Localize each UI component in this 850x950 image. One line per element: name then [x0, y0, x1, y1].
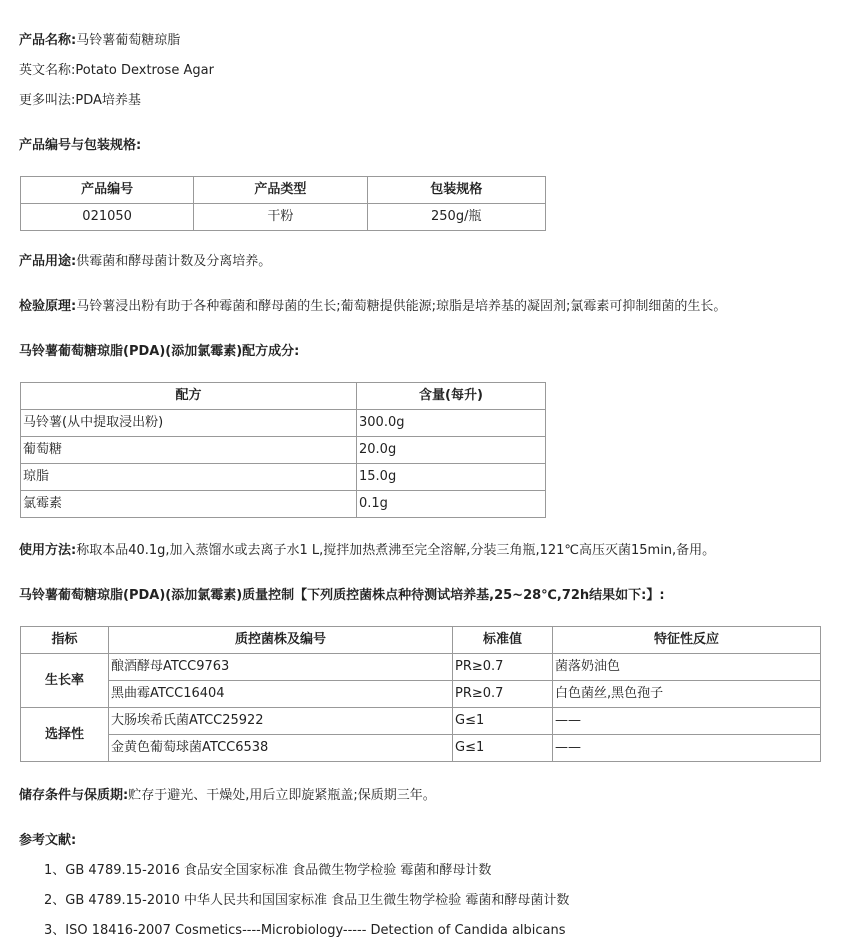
table-cell: PR≥0.7 [453, 681, 553, 708]
usage-label: 产品用途: [19, 254, 77, 269]
reference-item: 1、GB 4789.15-2016 食品安全国家标准 食品微生物学检验 霉菌和酵母计数 [44, 863, 492, 878]
usage-value: 供霉菌和酵母菌计数及分离培养。 [76, 254, 272, 269]
table-row [21, 654, 821, 681]
qc-table [20, 626, 821, 762]
table-cell: 琼脂 [21, 464, 357, 491]
table-header-cell: 质控菌株及编号 [109, 627, 453, 654]
formula-table [20, 382, 546, 518]
alias-value: PDA培养基 [75, 93, 141, 108]
table-header-cell: 特征性反应 [553, 627, 821, 654]
table-cell: 300.0g [357, 410, 546, 437]
reference-item: 2、GB 4789.15-2010 中华人民共和国国家标准 食品卫生微生物学检验 霉菌和酵母菌计数 [44, 893, 570, 908]
storage-line [19, 786, 436, 806]
method-value: 称取本品40.1g,加入蒸馏水或去离子水1 L,搅拌加热煮沸至完全溶解,分装三角瓶,121℃高压灭菌15min,备用。 [76, 543, 716, 558]
principle-value: 马铃薯浸出粉有助于各种霉菌和酵母菌的生长;葡萄糖提供能源;琼脂是培养基的凝固剂;氯霉素可抑制细菌的生长。 [76, 299, 727, 314]
table-cell: 白色菌丝,黑色孢子 [553, 681, 821, 708]
table-cell: 酿酒酵母ATCC9763 [109, 654, 453, 681]
references-heading: 参考文献: [19, 833, 77, 848]
english-name-label: 英文名称: [19, 63, 76, 78]
table-cell: 20.0g [357, 437, 546, 464]
table-header-cell: 配方 [21, 383, 357, 410]
table-cell: 15.0g [357, 464, 546, 491]
spec-table [20, 176, 546, 231]
principle-line [19, 297, 726, 317]
table-cell: G≤1 [453, 735, 553, 762]
table-cell: 氯霉素 [21, 491, 357, 518]
table-row [21, 437, 546, 464]
product-name-value: 马铃薯葡萄糖琼脂 [76, 33, 181, 48]
table-header-row [21, 627, 821, 654]
indicator-cell: 选择性 [21, 708, 109, 762]
table-row [21, 681, 821, 708]
table-header-cell: 指标 [21, 627, 109, 654]
table-cell: 250g/瓶 [367, 204, 546, 231]
table-cell: G≤1 [453, 708, 553, 735]
method-label: 使用方法: [19, 543, 77, 558]
table-row [21, 708, 821, 735]
table-header-cell: 产品类型 [194, 177, 367, 204]
storage-value: 贮存于避光、干燥处,用后立即旋紧瓶盖;保质期三年。 [128, 788, 436, 803]
table-cell: 马铃薯(从中提取浸出粉) [21, 410, 357, 437]
table-cell: —— [553, 735, 821, 762]
table-header-cell: 标准值 [453, 627, 553, 654]
table-header-cell: 产品编号 [21, 177, 194, 204]
table-cell: 菌落奶油色 [553, 654, 821, 681]
spec-heading: 产品编号与包装规格: [19, 138, 142, 153]
table-cell: 021050 [21, 204, 194, 231]
table-cell: 金黄色葡萄球菌ATCC6538 [109, 735, 453, 762]
product-name-line [19, 31, 180, 51]
usage-line [19, 252, 271, 272]
table-header-cell: 包装规格 [367, 177, 546, 204]
alias-line [19, 91, 141, 111]
table-row [21, 491, 546, 518]
table-row [21, 464, 546, 491]
table-cell: —— [553, 708, 821, 735]
formula-heading: 马铃薯葡萄糖琼脂(PDA)(添加氯霉素)配方成分: [19, 344, 300, 359]
storage-label: 储存条件与保质期: [19, 788, 129, 803]
alias-label: 更多叫法: [19, 93, 76, 108]
english-name-value: Potato Dextrose Agar [75, 63, 214, 78]
table-cell: 葡萄糖 [21, 437, 357, 464]
english-name-line [19, 61, 214, 81]
qc-heading: 马铃薯葡萄糖琼脂(PDA)(添加氯霉素)质量控制【下列质控菌株点种待测试培养基,25~28℃,72h结果如下:】: [19, 588, 665, 603]
reference-item: 3、ISO 18416-2007 Cosmetics----Microbiology----- Detection of Candida albicans [44, 923, 566, 938]
table-cell: 大肠埃希氏菌ATCC25922 [109, 708, 453, 735]
table-row [21, 735, 821, 762]
table-row [21, 204, 546, 231]
table-cell: 0.1g [357, 491, 546, 518]
principle-label: 检验原理: [19, 299, 77, 314]
table-cell: 干粉 [194, 204, 367, 231]
table-header-cell: 含量(每升) [357, 383, 546, 410]
indicator-cell: 生长率 [21, 654, 109, 708]
table-cell: PR≥0.7 [453, 654, 553, 681]
product-name-label: 产品名称: [19, 33, 77, 48]
table-header-row [21, 383, 546, 410]
method-line [19, 541, 715, 561]
table-cell: 黑曲霉ATCC16404 [109, 681, 453, 708]
table-header-row [21, 177, 546, 204]
table-row [21, 410, 546, 437]
